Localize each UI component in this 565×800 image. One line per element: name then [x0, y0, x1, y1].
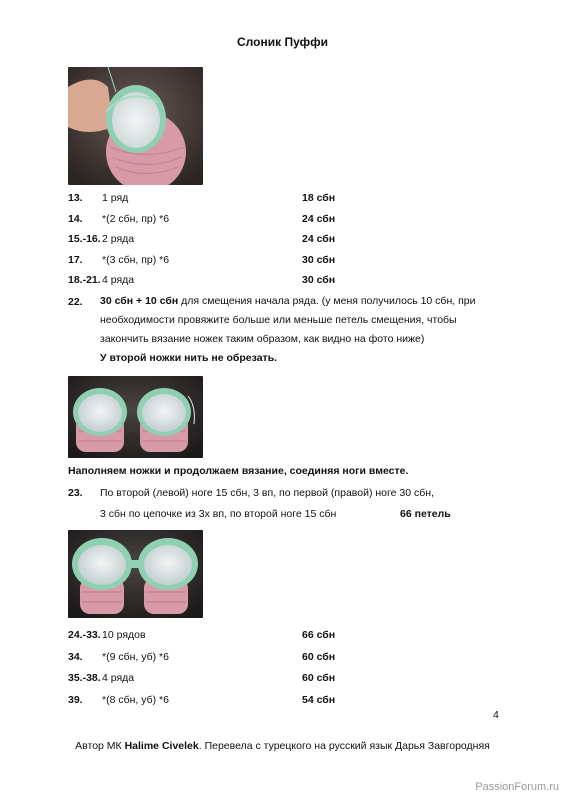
page-title: Слоник Пуффи: [237, 35, 328, 49]
watermark: PassionForum.ru: [475, 781, 559, 793]
footer: Автор МК Halime Civelek. Перевела с турецкого на русский язык Дарья Завгородняя: [75, 740, 490, 752]
table-row: 17. *(3 сбн, пр) *6 30 сбн: [68, 254, 336, 266]
table-row: 35.-38. 4 ряда 60 сбн: [68, 672, 336, 684]
table-row: 34. *(9 сбн, уб) *6 60 сбн: [68, 651, 336, 663]
table-row: 15.-16. 2 ряда 24 сбн: [68, 233, 336, 245]
step-number: 23.: [68, 487, 83, 499]
photo-joined-legs: [68, 530, 203, 618]
photo-two-feet: [68, 376, 203, 458]
step-result: 66 петель: [400, 508, 451, 520]
table-row: 39. *(8 сбн, уб) *6 54 сбн: [68, 694, 336, 706]
table-row: 14. *(2 сбн, пр) *6 24 сбн: [68, 213, 336, 225]
table-row: 13. 1 ряд 18 сбн: [68, 192, 336, 204]
step-23-text: По второй (левой) ноге 15 сбн, 3 вп, по первой (правой) ноге 30 сбн, 3 сбн по цепочке из 3х вп, по второй ноге 15 сбн 66 петель: [100, 483, 510, 525]
step-22-text: 30 сбн + 10 сбн для смещения начала ряда. (у меня получилось 10 сбн, при необходимости провяжите больше или меньше петель смещения, чтобы закончить вязание ножек таким образом, как видно на фото ниже) У второй ножки нить не обрезать.: [100, 292, 500, 368]
photo-foot-crochet: [68, 67, 203, 185]
page-number: 4: [493, 709, 499, 721]
step-number: 22.: [68, 296, 83, 308]
table-row: 24.-33. 10 рядов 66 сбн: [68, 629, 336, 641]
section-heading: Наполняем ножки и продолжаем вязание, соединяя ноги вместе.: [68, 465, 409, 477]
table-row: 18.-21. 4 ряда 30 сбн: [68, 274, 336, 286]
note: У второй ножки нить не обрезать.: [100, 352, 278, 364]
